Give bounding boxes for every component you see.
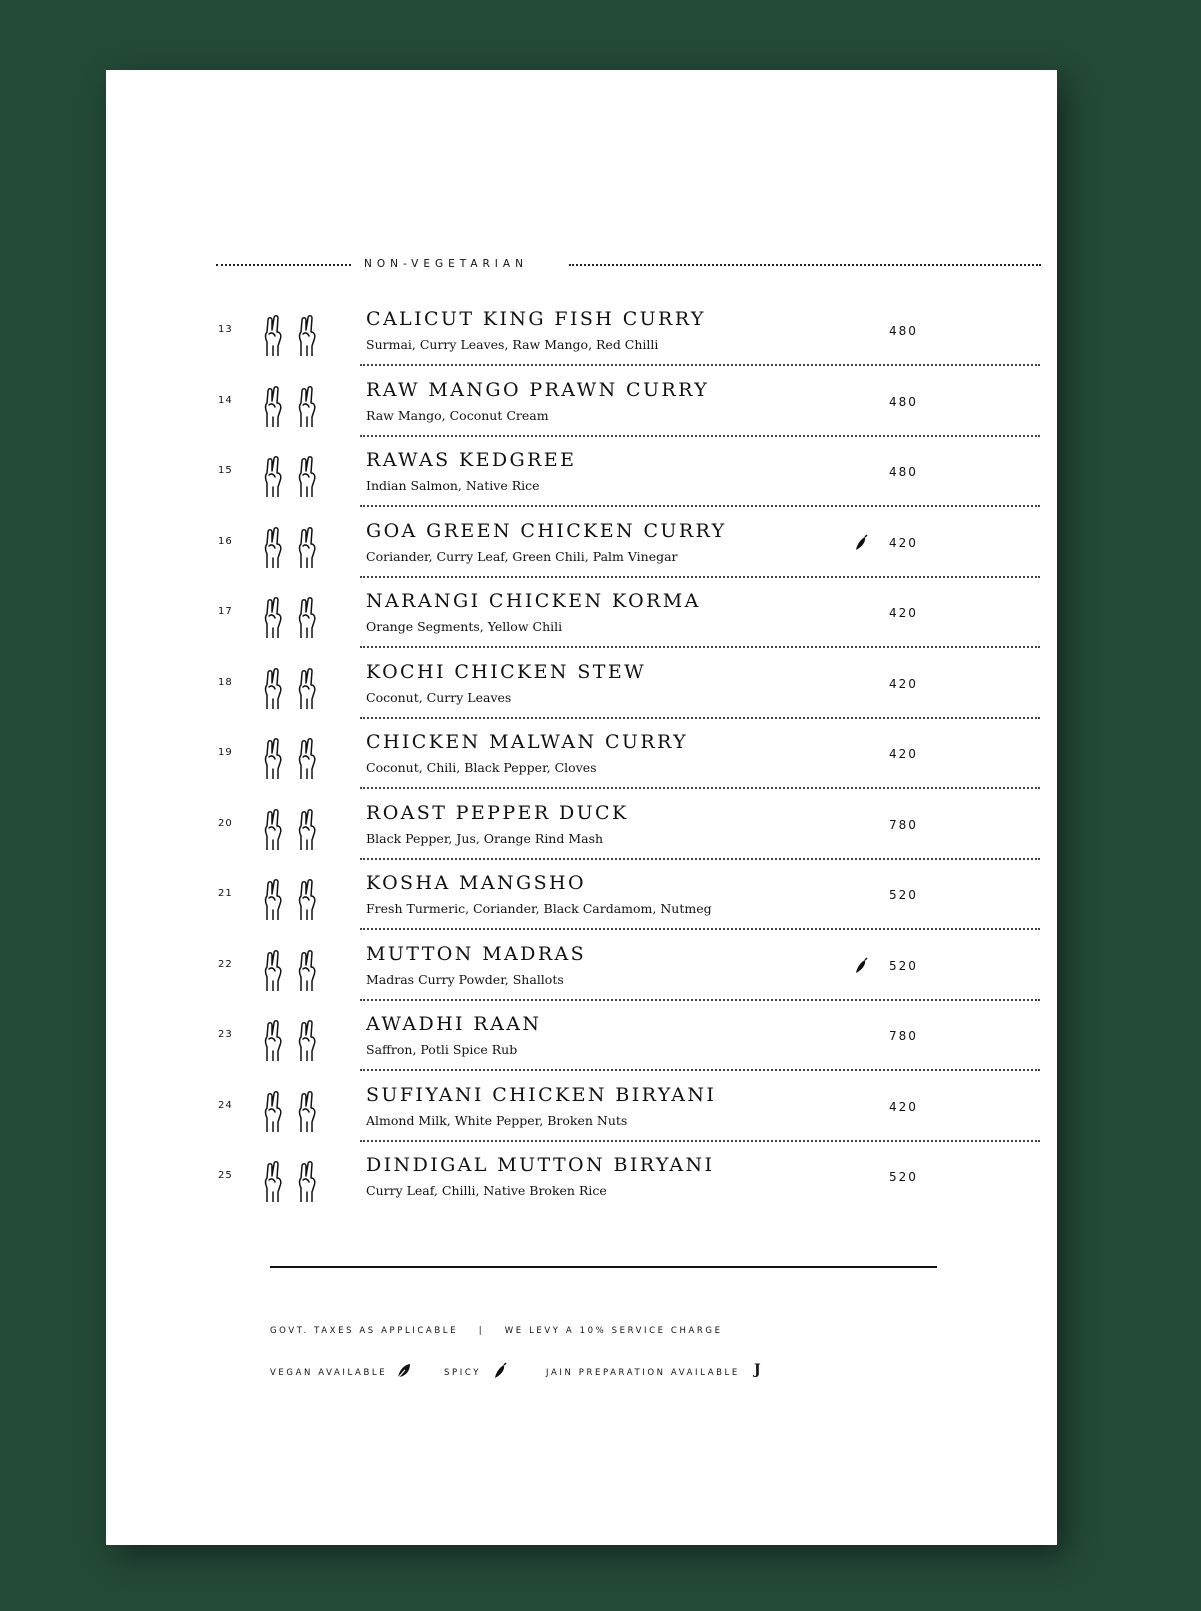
item-number: 22 [218,958,233,970]
dotted-separator [360,999,1040,1001]
menu-item [106,584,1057,654]
hand-sign-icon [262,383,328,429]
legend-vegan-label: VEGAN AVAILABLE [270,1368,388,1378]
item-name: RAWAS KEDGREE [366,449,577,471]
item-price: 780 [889,1029,918,1043]
dotted-separator [360,858,1040,860]
item-price: 480 [889,324,918,338]
chilli-icon [853,957,869,975]
item-number: 24 [218,1099,233,1111]
dotted-separator [360,928,1040,930]
menu-item [106,1078,1057,1148]
item-name: GOA GREEN CHICKEN CURRY [366,519,727,542]
item-name: AWADHI RAAN [366,1013,542,1035]
chilli-icon [492,1362,508,1380]
dotted-separator [360,1069,1040,1071]
item-description: Indian Salmon, Native Rice [366,478,540,493]
item-name: SUFIYANI CHICKEN BIRYANI [366,1083,717,1106]
dotted-separator [360,435,1040,437]
dotted-separator [360,576,1040,578]
item-description: Madras Curry Powder, Shallots [366,971,564,987]
hand-sign-icon [262,1017,328,1063]
dotted-separator [360,717,1040,719]
item-description: Orange Segments, Yellow Chili [366,619,563,634]
menu-item [106,796,1057,866]
item-description: Curry Leaf, Chilli, Native Broken Rice [366,1183,607,1198]
hand-sign-icon [262,1158,328,1204]
item-number: 16 [218,535,233,547]
dotted-separator [360,787,1040,789]
hand-sign-icon [262,524,328,570]
footer-divider-mark: | [478,1326,485,1336]
hand-sign-icon [262,806,328,852]
item-name: CHICKEN MALWAN CURRY [366,731,689,753]
dotted-separator [360,364,1040,366]
menu-item [106,866,1057,936]
item-price: 420 [889,535,918,550]
menu-item [106,1007,1057,1077]
hand-sign-icon [262,876,328,922]
menu-page [106,70,1057,1545]
service-charge-note: WE LEVY A 10% SERVICE CHARGE [504,1326,723,1336]
hand-sign-icon [262,453,328,499]
item-description: Surmai, Curry Leaves, Raw Mango, Red Chilli [366,337,659,352]
item-price: 420 [889,676,918,691]
item-price: 480 [889,465,918,479]
item-number: 21 [218,888,233,899]
jain-mark: J [754,1362,761,1378]
item-number: 14 [218,394,233,406]
taxes-note: GOVT. TAXES AS APPLICABLE [270,1326,459,1336]
legend-jain-label: JAIN PREPARATION AVAILABLE [546,1368,740,1378]
item-number: 15 [218,465,233,476]
section-title: NON-VEGETARIAN [364,258,528,270]
item-number: 18 [218,676,233,688]
hand-sign-icon [262,947,328,993]
menu-item [106,373,1057,443]
menu-item [106,655,1057,725]
menu-item [106,514,1057,584]
item-name: KOSHA MANGSHO [366,872,586,894]
dotted-separator [360,505,1040,507]
hand-sign-icon [262,594,328,640]
item-description: Fresh Turmeric, Coriander, Black Cardamom, Nutmeg [366,901,712,916]
item-description: Raw Mango, Coconut Cream [366,407,549,423]
menu-item [106,302,1057,372]
item-description: Black Pepper, Jus, Orange Rind Mash [366,830,604,846]
item-number: 13 [218,324,233,335]
item-price: 420 [889,606,918,620]
item-price: 520 [889,958,918,973]
item-name: CALICUT KING FISH CURRY [366,308,706,330]
item-description: Saffron, Potli Spice Rub [366,1042,518,1057]
item-number: 17 [218,606,233,617]
footer-divider [270,1266,937,1268]
chilli-icon [853,534,869,552]
menu-item [106,937,1057,1007]
hand-sign-icon [262,312,328,358]
item-name: NARANGI CHICKEN KORMA [366,590,701,612]
item-name: RAW MANGO PRAWN CURRY [366,378,710,401]
item-number: 23 [218,1029,233,1040]
item-price: 520 [889,1170,918,1184]
item-name: ROAST PEPPER DUCK [366,801,629,824]
item-number: 20 [218,817,233,829]
item-price: 480 [889,394,918,409]
legend-spicy-label: SPICY [444,1368,482,1378]
item-name: DINDIGAL MUTTON BIRYANI [366,1154,715,1176]
item-price: 420 [889,747,918,761]
dotted-separator [360,1140,1040,1142]
dotted-separator [360,646,1040,648]
item-description: Coconut, Chili, Black Pepper, Cloves [366,760,597,775]
menu-item [106,1148,1057,1218]
item-number: 19 [218,747,233,758]
item-price: 420 [889,1099,918,1114]
hand-sign-icon [262,1088,328,1134]
item-description: Coriander, Curry Leaf, Green Chili, Palm Vinegar [366,548,678,564]
item-name: KOCHI CHICKEN STEW [366,660,647,683]
menu-item [106,443,1057,513]
item-number: 25 [218,1170,233,1181]
leaf-icon [396,1362,412,1380]
item-name: MUTTON MADRAS [366,942,587,965]
menu-list [106,70,1057,1545]
item-price: 780 [889,817,918,832]
item-description: Almond Milk, White Pepper, Broken Nuts [366,1112,628,1128]
hand-sign-icon [262,735,328,781]
menu-item [106,725,1057,795]
item-description: Coconut, Curry Leaves [366,689,512,705]
item-price: 520 [889,888,918,902]
hand-sign-icon [262,665,328,711]
